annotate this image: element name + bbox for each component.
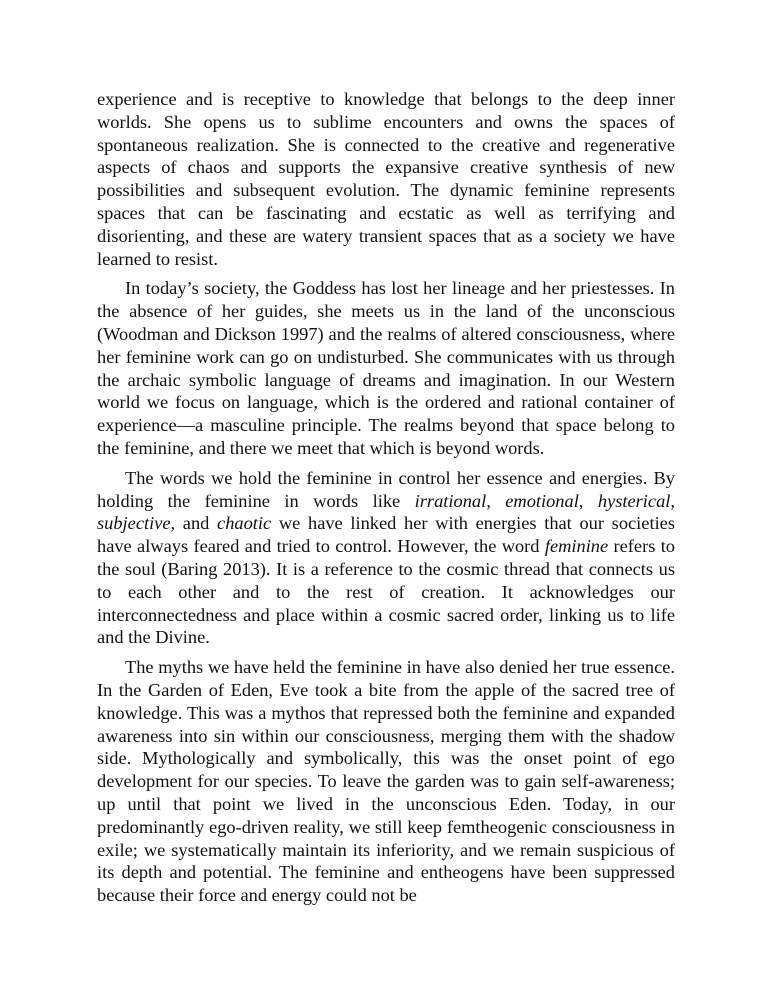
- paragraph-3-text-1: The words we hold the feminine in control her essence and energies. By holding the feminine in words like: [97, 467, 675, 511]
- paragraph-3-italic-feminine: feminine: [544, 536, 609, 557]
- paragraph-3-italic-chaotic: chaotic: [217, 513, 272, 534]
- paragraph-1-text: experience and is receptive to knowledge that belongs to the deep inner worlds. She opens us to sublime encounters and owns the spaces of spontaneous realization. She is connected to the creative and regenerative aspects of chaos and supports the expansive creative synthesis of new possibilities and subsequent evolution. The dynamic feminine represents spaces that can be fascinating and ecstatic as well as terrifying and disorienting, and these are watery transient spaces that as a society we have learned to resist.: [97, 89, 675, 269]
- paragraph-3-italic-terms: irrational, emotional, hysterical, subjective,: [97, 490, 675, 534]
- paragraph-1: [97, 88, 675, 270]
- paragraph-3-text-2: and: [175, 513, 218, 534]
- paragraph-3-text-4: refers to the soul (Baring 2013). It is a reference to the cosmic thread that connects us to each other and to the rest of creation. It acknowledges our interconnectedness and place within a cosmic sacred order, linking us to life and the Divine.: [97, 536, 676, 648]
- paragraph-3-text-3: we have linked her with energies that our societies have always feared and tried to control. However, the word: [97, 513, 675, 557]
- paragraph-4-text: The myths we have held the feminine in have also denied her true essence. In the Garden of Eden, Eve took a bite from the apple of the sacred tree of knowledge. This was a mythos that repressed both the feminine and expanded awareness into sin within our consciousness, merging them with the shadow side. Mythologically and symbolically, this was the onset point of ego development for our species. To leave the garden was to gain self-awareness; up until that point we lived in the unconscious Eden. Today, in our predominantly ego-driven reality, we still keep femtheogenic consciousness in exile; we systematically maintain its inferiority, and we remain suspicious of its depth and potential. The feminine and entheogens have been suppressed because their force and energy could not be: [97, 657, 675, 906]
- paragraph-2-text: In today’s society, the Goddess has lost her lineage and her priestesses. In the absence of her guides, she meets us in the land of the unconscious (Woodman and Dickson 1997) and the realms of altered consciousness, where her feminine work can go on undisturbed. She communicates with us through the archaic symbolic language of dreams and imagination. In our Western world we focus on language, which is the ordered and rational container of experience—a masculine principle. The realms beyond that space belong to the feminine, and there we meet that which is beyond words.: [97, 278, 675, 458]
- paragraph-3: [97, 467, 675, 649]
- paragraph-2: [97, 277, 675, 459]
- document-page: [97, 88, 675, 907]
- paragraph-4: [97, 656, 675, 907]
